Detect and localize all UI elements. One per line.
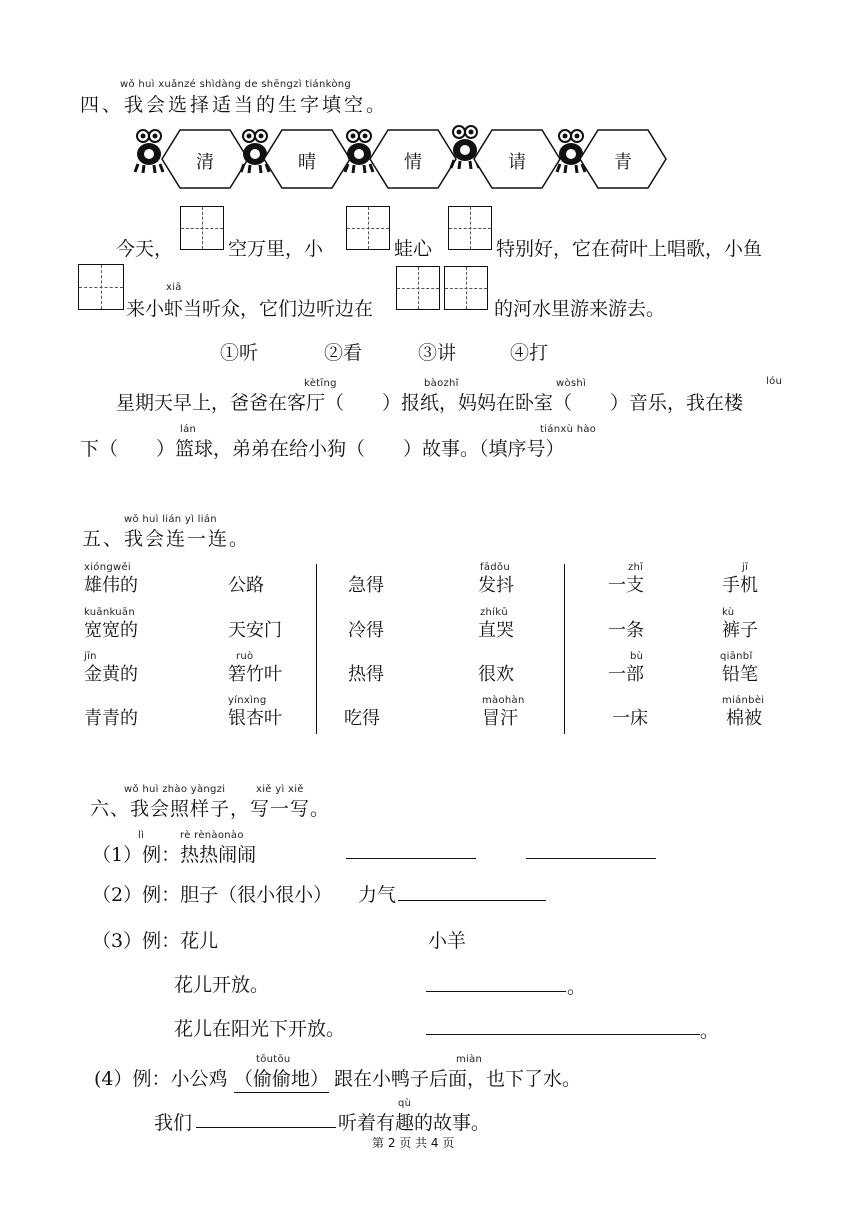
match-word[interactable]: 一支 <box>608 575 644 596</box>
match-word[interactable]: 冒汗 <box>482 708 518 729</box>
match-word[interactable]: 发抖 <box>478 575 514 596</box>
pinyin-renao: rè rènàonào <box>180 830 244 841</box>
pinyin-xia: xiā <box>166 282 182 293</box>
match-word[interactable]: 青青的 <box>84 708 138 729</box>
option-3: ③讲 <box>418 342 457 364</box>
section5-pinyin: wǒ huì lián yì lián <box>124 514 217 525</box>
page-footer: 第 2 页 共 4 页 <box>372 1136 455 1150</box>
section4-title: 四、我会选择适当的生字填空。 <box>80 94 389 116</box>
pinyin-qu: qù <box>398 1098 412 1109</box>
q2-word: 力气 <box>358 884 397 906</box>
pinyin-woshi: wòshì <box>556 378 587 389</box>
match-word[interactable]: 吃得 <box>344 708 380 729</box>
answer-line[interactable] <box>426 1034 700 1035</box>
word-pinyin: yínxìng <box>228 695 267 706</box>
match-word[interactable]: 一部 <box>608 664 644 685</box>
match-word[interactable]: 天安门 <box>228 620 282 641</box>
match-word[interactable]: 冷得 <box>348 620 384 641</box>
para2-line1: 星期天早上，爸爸在客厅（ ）报纸，妈妈在卧室（ ）音乐，我在楼 <box>116 392 744 414</box>
hex-char-4: 请 <box>508 152 526 173</box>
match-word[interactable]: 箬竹叶 <box>228 664 282 685</box>
q1-example: （1）例：热热闹闹 <box>92 844 257 866</box>
pinyin-tianxuhao: tiánxù hào <box>540 424 597 435</box>
section6-pinyin-a: wǒ huì zhào yàngzi <box>124 784 226 795</box>
hex-char-1: 清 <box>196 152 214 173</box>
pinyin-keting: kètīng <box>304 378 337 389</box>
para1-text: 空万里，小 <box>228 238 324 260</box>
para2-line2: 下（ ）篮球，弟弟在给小狗（ ）故事。（填序号） <box>80 438 565 460</box>
q2-example: （2）例：胆子（很小很小） <box>92 884 333 906</box>
match-word[interactable]: 宽宽的 <box>84 620 138 641</box>
word-pinyin: qiānbǐ <box>720 651 753 662</box>
answer-line[interactable] <box>398 900 546 901</box>
word-pinyin: ruò <box>236 651 254 662</box>
q4-example-underlined: （偷偷地） <box>234 1064 329 1093</box>
q4-example-post: 跟在小鸭子后面，也下了水。 <box>334 1068 582 1090</box>
word-pinyin: kù <box>722 607 735 618</box>
answer-box[interactable] <box>444 266 488 310</box>
match-word[interactable]: 很欢 <box>478 664 514 685</box>
para1-text: 今天， <box>116 238 174 260</box>
word-pinyin: jīn <box>84 651 97 662</box>
match-word[interactable]: 热得 <box>348 664 384 685</box>
word-pinyin: kuānkuān <box>84 607 135 618</box>
word-pinyin: bù <box>630 651 644 662</box>
period: 。 <box>700 1020 720 1042</box>
column-divider <box>564 564 565 734</box>
match-word[interactable]: 银杏叶 <box>228 708 282 729</box>
answer-box[interactable] <box>180 206 224 250</box>
pinyin-lou: lóu <box>766 376 783 387</box>
answer-box[interactable] <box>396 266 440 310</box>
section6-pinyin-b: xiě yì xiě <box>256 784 304 795</box>
pinyin-mian: miàn <box>456 1054 483 1065</box>
match-word[interactable]: 铅笔 <box>722 664 758 685</box>
match-word[interactable]: 公路 <box>228 575 264 596</box>
match-word[interactable]: 手机 <box>722 575 758 596</box>
word-pinyin: màohàn <box>482 695 525 706</box>
period: 。 <box>567 976 587 998</box>
pinyin-li: lì <box>138 830 145 841</box>
word-pinyin: fādǒu <box>480 562 510 573</box>
hex-char-5: 青 <box>614 152 632 173</box>
match-word[interactable]: 一床 <box>612 708 648 729</box>
section4-pinyin: wǒ huì xuǎnzé shìdàng de shēngzì tiánkòng <box>120 79 352 90</box>
match-word[interactable]: 急得 <box>348 575 384 596</box>
para1-text: 蛙心 <box>394 238 433 260</box>
match-word[interactable]: 裤子 <box>722 620 758 641</box>
match-word[interactable]: 棉被 <box>726 708 762 729</box>
word-pinyin: jī <box>742 562 749 573</box>
q4-example-pre: (4）例：小公鸡 <box>94 1068 228 1090</box>
q3-example-line1: 花儿开放。 <box>174 974 270 996</box>
word-pinyin: xióngwěi <box>84 562 132 573</box>
pinyin-baozhi: bàozhǐ <box>424 378 459 389</box>
word-pinyin: zhī <box>628 562 644 573</box>
answer-box[interactable] <box>346 206 390 250</box>
answer-box[interactable] <box>448 206 492 250</box>
q3-example: （3）例：花儿 <box>92 930 219 952</box>
match-word[interactable]: 直哭 <box>478 620 514 641</box>
hex-char-2: 晴 <box>298 152 316 173</box>
answer-line[interactable] <box>426 991 566 992</box>
section6-title: 六、我会照样子，写一写。 <box>90 798 331 820</box>
match-word[interactable]: 一条 <box>608 620 644 641</box>
answer-line[interactable] <box>196 1127 336 1128</box>
answer-line[interactable] <box>346 858 476 859</box>
pinyin-toutou: tōutōu <box>256 1054 291 1065</box>
para1-text: 的河水里游来游去。 <box>494 298 666 320</box>
hex-char-3: 情 <box>404 152 422 173</box>
column-divider <box>316 564 317 734</box>
section5-title: 五、我会连一连。 <box>82 528 251 550</box>
word-pinyin: miánbèi <box>722 695 765 706</box>
pinyin-lan: lán <box>180 424 197 435</box>
q4-line-pre: 我们 <box>154 1112 193 1134</box>
para1-text: 来小虾当听众，它们边听边在 <box>126 298 374 320</box>
q3-example-line2: 花儿在阳光下开放。 <box>174 1018 346 1040</box>
answer-line[interactable] <box>526 858 656 859</box>
option-2: ②看 <box>324 342 363 364</box>
word-pinyin: zhíkū <box>480 607 508 618</box>
q4-line-post: 听着有趣的故事。 <box>338 1112 491 1134</box>
match-word[interactable]: 雄伟的 <box>84 575 138 596</box>
para1-text: 特别好，它在荷叶上唱歌，小鱼 <box>496 238 763 260</box>
q3-word: 小羊 <box>428 930 467 952</box>
option-1: ①听 <box>220 342 259 364</box>
match-word[interactable]: 金黄的 <box>84 664 138 685</box>
option-4: ④打 <box>510 342 549 364</box>
answer-box[interactable] <box>78 264 124 310</box>
